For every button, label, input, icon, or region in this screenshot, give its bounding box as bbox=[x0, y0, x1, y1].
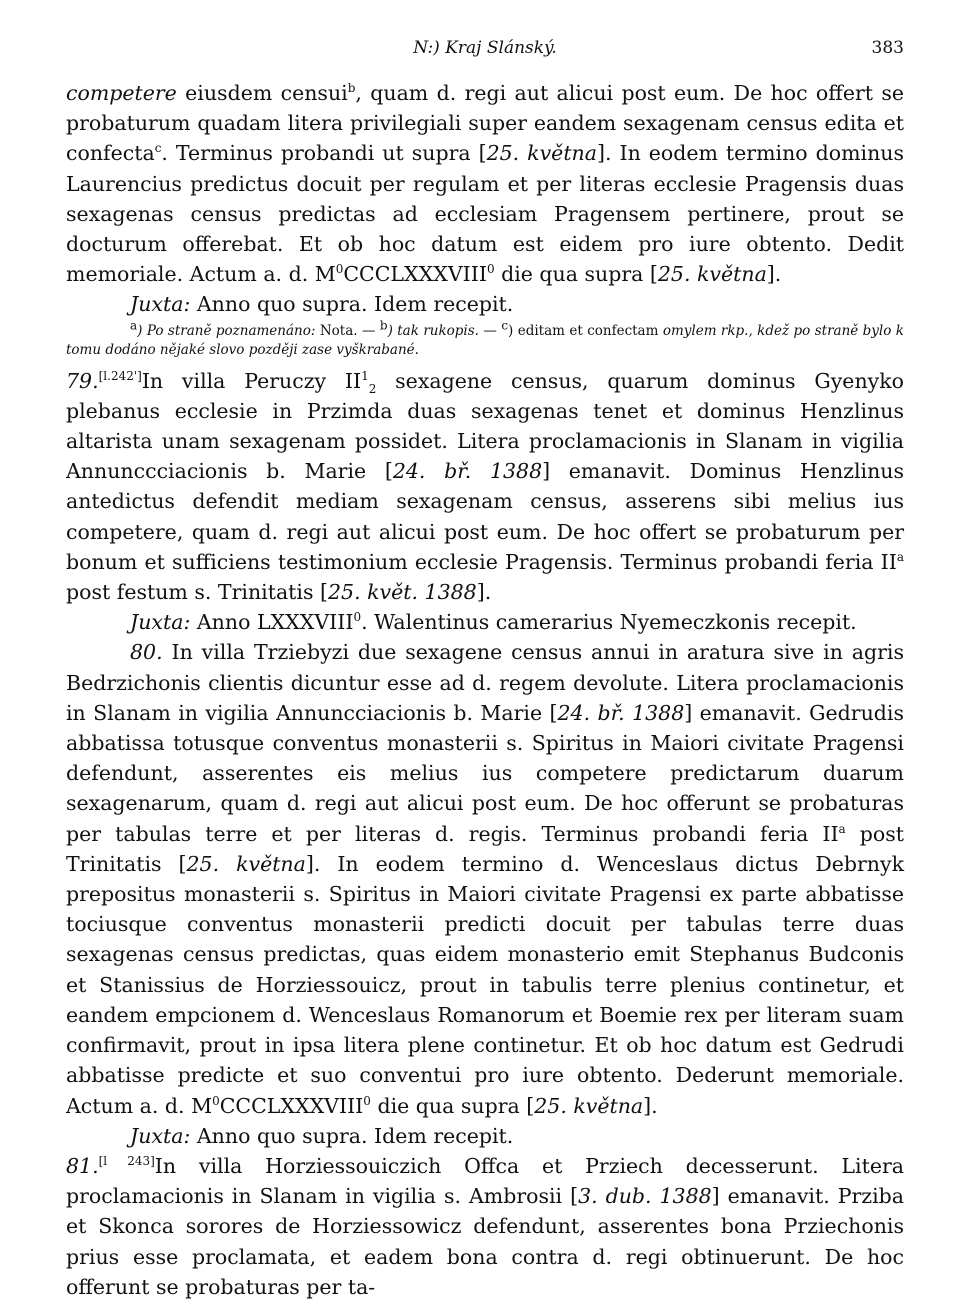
date-note: 25. května bbox=[534, 1093, 644, 1118]
entry-number: 80. bbox=[130, 640, 163, 665]
text-run: sexagene census, quarum dominus Gyenyko plebanus ecclesie in Przimda duas sexagenas tenet et dominus Henzlinus altarista unam sexagenam possidet. Litera proclamacionis in Slanam in vigilia Annunccciacionis b. Marie [ bbox=[66, 368, 904, 484]
text-run: , quam d. regi aut alicui post eum. De hoc offert se probaturum quadam litera privilegiali super eandem sexagenam census edita et confecta bbox=[66, 81, 904, 166]
running-head bbox=[66, 38, 904, 78]
footnote-mark: b bbox=[347, 81, 356, 96]
juxta-line bbox=[66, 607, 904, 637]
text-run: CCCLXXXVIII bbox=[219, 1093, 364, 1118]
superscript: 0 bbox=[486, 262, 495, 277]
superscript: 0 bbox=[212, 1093, 220, 1108]
date-note: 24. bř. 1388 bbox=[557, 700, 685, 725]
date-note: 3. dub. 1388 bbox=[578, 1184, 712, 1209]
text-run: ]. bbox=[643, 1093, 658, 1118]
footnote-text: ) Po straně poznamenáno: bbox=[137, 322, 320, 339]
text-run: die qua supra [ bbox=[494, 262, 658, 287]
text-run: ]. In eodem termino dominus Laurencius predictus docuit per regulam et per literas ecclesie Pragensis duas sexagenas census predictas ad ecclesiam Pragensem pertinere, prout se docturum offerebat. Et ob hoc datum est eidem pro iure obtento. Dedit memoriale. Actum a. d. M bbox=[66, 141, 904, 287]
footnote-mark: a bbox=[130, 318, 138, 333]
date-note: 25. května bbox=[486, 141, 597, 166]
text-run: ]. bbox=[476, 580, 492, 605]
superscript: a bbox=[896, 550, 904, 565]
juxta-line bbox=[66, 289, 904, 319]
date-note: 25. květ. 1388 bbox=[328, 580, 477, 605]
paragraph-intro bbox=[66, 78, 904, 289]
superscript: 0 bbox=[353, 610, 362, 625]
text-run: Anno quo supra. Idem recepit. bbox=[190, 292, 514, 317]
juxta-line bbox=[66, 1121, 904, 1151]
text-run: ] emanavit. Dominus Henzlinus antedictus defendit mediam sexagenam census, asserens sibi melius ius competere, quam d. regi aut alicui post eum. De hoc offert se probaturum per bonum et sufficiens testimonium ecclesie Pragensis. Terminus probandi feria II bbox=[66, 459, 904, 574]
text-run: In villa Peruczy II bbox=[141, 368, 362, 393]
entry-80 bbox=[66, 637, 904, 1120]
date-note: 24. bř. 1388 bbox=[392, 459, 543, 484]
footnote-mark: b bbox=[379, 318, 388, 333]
juxta-label: Juxta: bbox=[130, 610, 191, 635]
text-run: . Walentinus camerarius Nyemeczkonis recepit. bbox=[361, 610, 857, 635]
text-run: Anno LXXXVIII bbox=[190, 610, 354, 635]
footnote-text: ) editam et confectam bbox=[508, 322, 663, 339]
superscript: a bbox=[838, 821, 846, 836]
superscript: 0 bbox=[363, 1093, 371, 1108]
entry-number: 79. bbox=[66, 368, 99, 393]
page-number: 383 bbox=[871, 38, 904, 58]
document-page bbox=[66, 38, 904, 1302]
date-note: 25. května bbox=[657, 262, 767, 287]
folio-reference: [l 243] bbox=[98, 1154, 155, 1169]
text-run: competere bbox=[66, 81, 177, 105]
text-run: ] emanavit. Gedrudis abbatissa totusque conventus monasterii s. Spiritus in Maiori civitate Pragensi defendunt, asserentes eis melius ius competere predictarum duarum sexagenarum, quam d. regi aut alicui post eum. De hoc offerunt se probaturas per tabulas terre et per literas d. regis. Terminus probandi feria II bbox=[66, 700, 904, 846]
folio-reference: [l.242'] bbox=[98, 368, 142, 383]
text-run: post festum s. Trinitatis [ bbox=[66, 580, 329, 605]
footnote-text: ) tak rukopis. bbox=[387, 322, 479, 339]
entry-number: 81. bbox=[66, 1153, 99, 1178]
text-run: die qua supra [ bbox=[370, 1093, 535, 1118]
text-run: ]. bbox=[766, 262, 782, 287]
footnote-mark: c bbox=[501, 318, 509, 333]
date-note: 25. května bbox=[186, 851, 306, 876]
juxta-label: Juxta: bbox=[130, 1123, 191, 1148]
footnotes bbox=[66, 318, 904, 360]
superscript: 1 bbox=[361, 368, 369, 383]
subscript: 2 bbox=[368, 381, 377, 396]
text-run: ]. In eodem termino d. Wenceslaus dictus Debrnyk prepositus monasterii s. Spiritus in Maiori civitate Pragensi ex parte abbatisse tociusque conventus monasterii predicti docuit per tabulas terre duas sexagenas census predictas, quas eidem monasterio emit Stephanus Budconis et Stanissius de Horziessouicz, prout in tabulis terre plenius continetur, et eandem empcionem d. Wenceslaus Romanorum et Boemie rex per literam suam confirmavit, prout in ipsa litera plene continetur. Et ob hoc datum est Gedrudi abbatisse predicte et suo conventui pro iure obtento. Dederunt memoriale. Actum a. d. M bbox=[66, 851, 905, 1118]
running-title: N:) Kraj Slánský. bbox=[413, 38, 557, 58]
text-run: ] emanavit. Prziba et Skonca sorores de Horziessowicz defendunt, asserentes bona Prziechonis prius esse proclamata, et eadem bona contra d. regi obtinuerunt. De hoc offerunt se probaturas per ta- bbox=[66, 1184, 904, 1299]
text-run: In villa Horziessouiczich Offca et Prziech decesserunt. Litera proclamacionis in Slanam in vigilia s. Ambrosii [ bbox=[66, 1153, 904, 1209]
separator: — bbox=[478, 322, 502, 339]
text-run: CCCLXXXVIII bbox=[343, 262, 487, 287]
entry-81 bbox=[66, 1151, 904, 1302]
juxta-label: Juxta: bbox=[130, 292, 191, 317]
footnote-text: Nota. bbox=[319, 322, 358, 339]
footnote-text: omylem rkp., kdež po straně bylo k tomu dodáno nějaké slovo později zase vyškrabané. bbox=[66, 322, 904, 358]
superscript: 0 bbox=[335, 262, 344, 277]
text-run: eiusdem censui bbox=[176, 81, 348, 105]
text-run: In villa Trziebyzi due sexagene census annui in aratura sive in agris Bedrzichonis clientis dicuntur esse ad d. regem devolute. Litera proclamacionis in Slanam in vigilia Annuncciacionis b. Marie [ bbox=[66, 640, 904, 725]
text-run: post Trinitatis [ bbox=[66, 821, 904, 876]
text-run: Anno quo supra. Idem recepit. bbox=[190, 1123, 514, 1148]
body-text bbox=[66, 78, 904, 1302]
text-run: . Terminus probandi ut supra [ bbox=[161, 141, 487, 166]
footnote-mark: c bbox=[154, 141, 162, 156]
separator: — bbox=[357, 322, 380, 339]
entry-79 bbox=[66, 366, 904, 608]
